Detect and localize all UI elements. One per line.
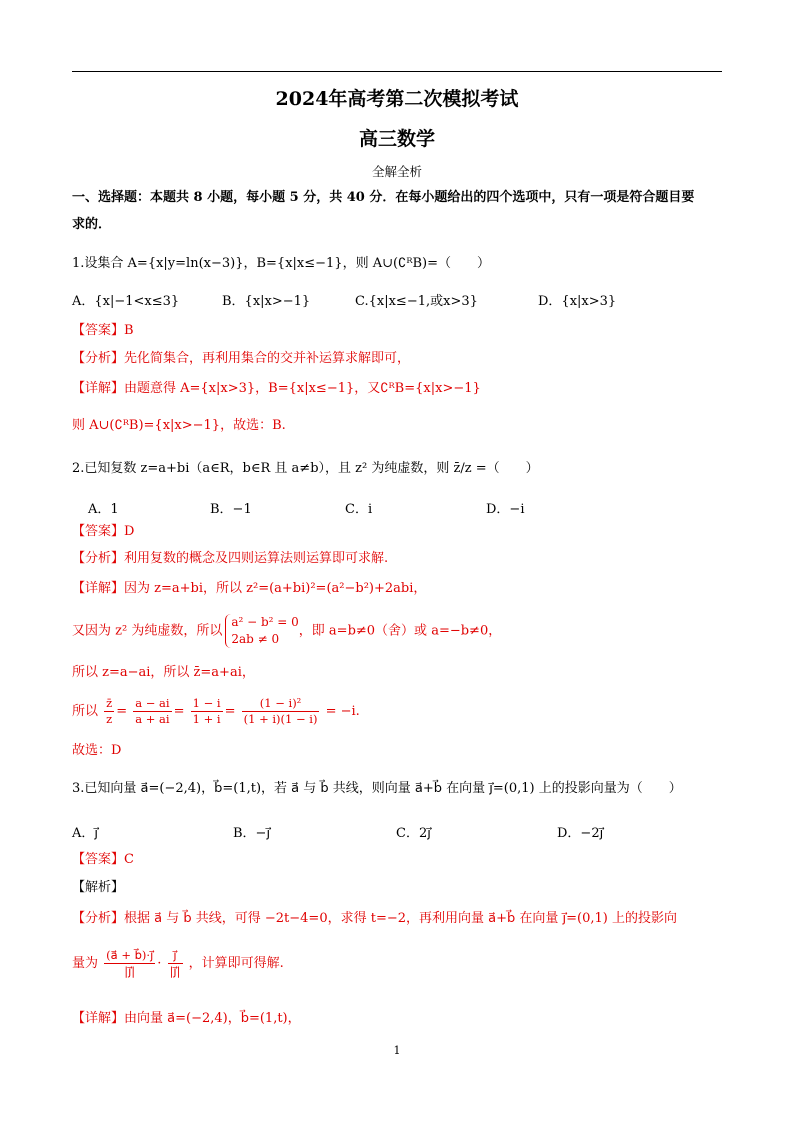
q3-jiexi: 【解析】 <box>72 880 125 895</box>
q1-stem: 1.设集合 A={x|y=ln(x−3)}，B={x|x≤−1}，则 A∪(∁ᴿB)=（ ） <box>72 256 490 271</box>
q3-option-d: D．−2j⃗ <box>557 826 604 841</box>
q1-detail-1: 【详解】由题意得 A={x|x>3}，B={x|x≤−1}，又∁ᴿB={x|x>−1} <box>72 381 481 396</box>
q1-answer: 【答案】B <box>72 323 134 338</box>
q3-fraction-2 <box>168 948 183 979</box>
q3-frac2-num: j⃗ <box>168 948 183 964</box>
q1-detail-2: 则 A∪(∁ᴿB)={x|x>−1}，故选：B. <box>72 418 286 433</box>
q2-option-d: D．−i <box>486 502 525 517</box>
q3-fraction-1 <box>104 948 155 979</box>
q2-option-a: A．1 <box>88 502 119 517</box>
q2-detail-2-pre: 又因为 z² 为纯虚数，所以 <box>72 623 223 639</box>
q2-detail-3: 所以 z=a−ai，所以 z̄=a+ai， <box>72 665 255 680</box>
q3-frac2-den: |j⃗| <box>169 964 181 978</box>
q2-frac3-num: 1 − i <box>192 696 221 710</box>
q2-detail-1: 【详解】因为 z=a+bi，所以 z²=(a+bi)²=(a²−b²)+2abi， <box>72 581 427 596</box>
q2-option-c: C．i <box>345 502 373 517</box>
q2-frac1-den: z <box>106 712 113 726</box>
q2-frac4-den: (1 + i)(1 − i) <box>243 712 318 726</box>
q2-detail-2 <box>72 614 501 648</box>
section-header-line2: 求的． <box>72 217 112 232</box>
q3-answer: 【答案】C <box>72 852 134 867</box>
q2-frac2-den: a + ai <box>135 712 170 726</box>
q3-option-b: B．−j⃗ <box>233 826 271 841</box>
q1-option-c: C.{x|x≤−1,或x>3} <box>355 294 478 309</box>
q2-stem: 2.已知复数 z=a+bi（a∈R，b∈R 且 a≠b），且 z² 为纯虚数，则 z̄/z =（ ） <box>72 461 539 476</box>
exam-title: 2024年高考第二次模拟考试 <box>275 88 519 110</box>
q2-case-1: a² − b² = 0 <box>231 615 299 629</box>
q2-detail-2-post: ，即 a=b≠0（舍）或 a=−b≠0， <box>298 623 502 639</box>
q2-detail-4-post: = −i. <box>325 704 360 719</box>
q2-frac3-den: 1 + i <box>192 712 221 726</box>
q2-fraction-3 <box>191 696 223 727</box>
header-rule <box>72 71 722 72</box>
q2-fraction-1 <box>104 696 114 727</box>
q2-frac1-num: z̄ <box>106 696 113 710</box>
q2-fraction-2 <box>133 696 171 727</box>
q2-answer: 【答案】D <box>72 524 135 539</box>
q3-detail-1: 【详解】由向量 a⃗=(−2,4)，b⃗=(1,t)， <box>72 1011 301 1026</box>
section-header-line1: 一、选择题：本题共 8 小题，每小题 5 分，共 40 分．在每小题给出的四个选项中，只有一项是符合题目要 <box>72 190 695 205</box>
q3-frac1-num: (a⃗ + b⃗)·j⃗ <box>106 948 154 962</box>
q3-analysis-2: 量为 $\frac{(a⃗ + b⃗)\cdot j⃗}{|j⃗|}$ · $\frac{j⃗}{|j⃗|}$ ，计算即可得解. <box>72 948 284 978</box>
exam-subtitle: 高三数学 <box>358 128 435 150</box>
q2-detail-4: 所以 $\frac{z̄}{z}$ = $\frac{a - ai}{a + ai}$ = $\frac{1 - i}{1 + i}$ = $\frac{\text{(1 − i)²}}{(1 + i)(1 - i)}$ = −i. <box>72 696 360 726</box>
q2-cases-brace <box>225 614 298 648</box>
q3-option-a: A．j⃗ <box>72 826 99 841</box>
q3-option-c: C．2j⃗ <box>396 826 431 841</box>
q2-case-2: 2ab ≠ 0 <box>231 632 280 646</box>
q1-analysis: 【分析】先化简集合，再利用集合的交并补运算求解即可， <box>72 351 411 366</box>
q3-stem: 3.已知向量 a⃗=(−2,4)，b⃗=(1,t)，若 a⃗ 与 b⃗ 共线，则向量 a⃗+b⃗ 在向量 j⃗=(0,1) 上的投影向量为（ ） <box>72 781 682 796</box>
q1-option-d: D．{x|x>3} <box>538 294 617 309</box>
q2-option-b: B．−1 <box>210 502 252 517</box>
q3-analysis-1: 【分析】根据 a⃗ 与 b⃗ 共线，可得 −2t−4=0，求得 t=−2，再利用向量 a⃗+b⃗ 在向量 j⃗=(0,1) 上的投影向 <box>72 911 677 926</box>
q2-fraction-4 <box>242 696 320 727</box>
q1-option-b: B．{x|x>−1} <box>222 294 311 309</box>
q3-frac1-den: |j⃗| <box>124 964 136 978</box>
q2-frac4-num: (1 − i)² <box>242 696 320 712</box>
q1-option-a: A．{x|−1<x≤3} <box>72 294 180 309</box>
q2-analysis: 【分析】利用复数的概念及四则运算法则运算即可求解. <box>72 551 389 566</box>
q2-conclusion: 故选：D <box>72 743 122 758</box>
q3-analysis-2-post: ，计算即可得解. <box>188 956 284 971</box>
page-number: 1 <box>393 1044 401 1057</box>
q2-frac2-num: a − ai <box>135 696 170 710</box>
q3-analysis-2-pre: 量为 <box>72 956 99 971</box>
q2-detail-4-pre: 所以 <box>72 704 99 719</box>
subheading: 全解全析 <box>371 164 422 179</box>
